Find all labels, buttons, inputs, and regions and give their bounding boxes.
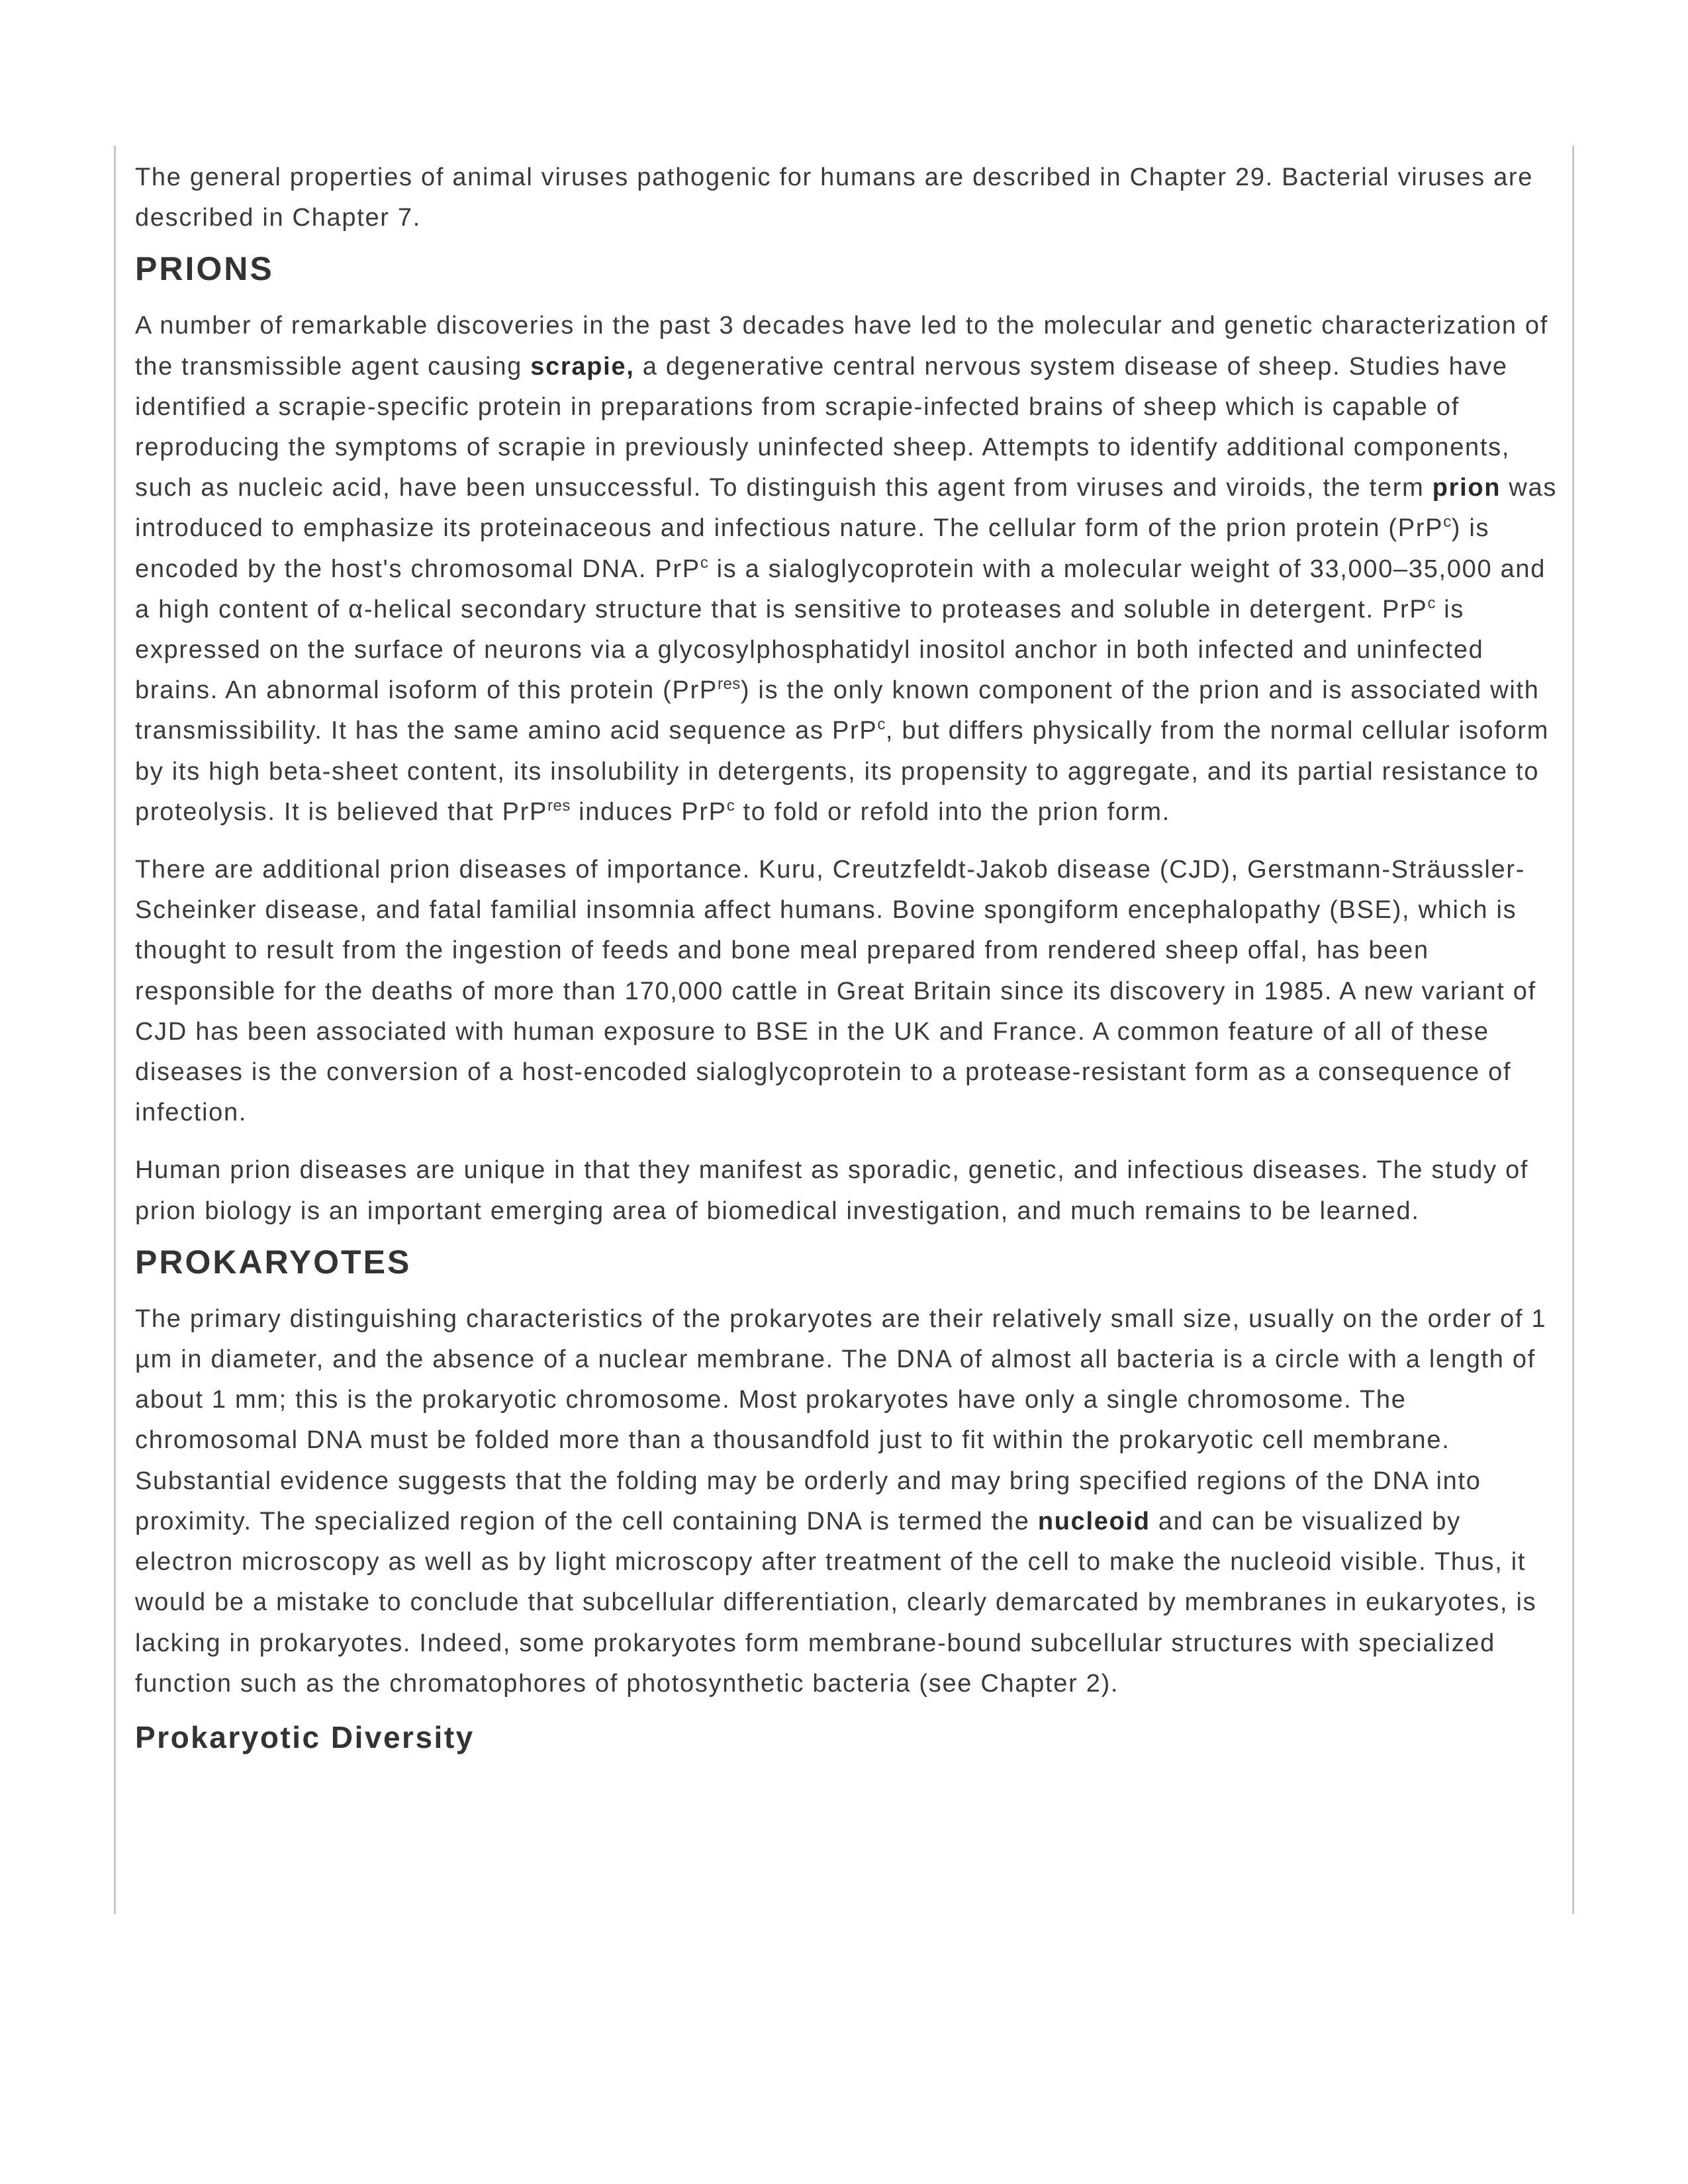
prokaryotes-paragraph-1	[135, 1299, 1558, 1704]
term-scrapie: scrapie,	[530, 352, 635, 381]
text-run: a degenerative central nervous system disease of sheep. Studies have identified a scrapie-specific protein in preparations from scrapie-infected brains of sheep which is capable of reproducing the symptoms of scrapie in previously uninfected sheep. Attempts to identify additional components, such as nucleic acid, have been unsuccessful. To distinguish this agent from viruses and viroids, the term	[135, 352, 1511, 502]
text-run: The primary distinguishing characteristics of the prokaryotes are their relatively small size, usually on the order of 1 µm in diameter, and the absence of a nuclear membrane. The DNA of almost all bacteria is a circle with a length of about 1 mm; this is the prokaryotic chromosome. Most prokaryotes have only a single chromosome. The chromosomal DNA must be folded more than a thousandfold just to fit within the prokaryotic cell membrane. Substantial evidence suggests that the folding may be orderly and may bring specified regions of the DNA into proximity. The specialized region of the cell containing DNA is termed the	[135, 1304, 1547, 1535]
prp-label: PrP	[831, 717, 878, 745]
prp-c-superscript: c	[726, 796, 735, 815]
text-run: to fold or refold into the prion form.	[735, 797, 1170, 826]
prions-paragraph-3: Human prion diseases are unique in that they manifest as sporadic, genetic, and infectious diseases. The study of prion biology is an important emerging area of biomedical investigation, and much remains to be learned.	[135, 1156, 1529, 1225]
text-run: ) is the only known component of the prion and is associated with transmissibility. It has the same amino acid sequence as	[135, 676, 1540, 745]
subsection-heading-prokaryotic-diversity: Prokaryotic Diversity	[135, 1719, 475, 1754]
text-run: was introduced to emphasize its proteinaceous and infectious nature. The cellular form of the prion protein (	[135, 474, 1558, 543]
prions-paragraph-1	[135, 306, 1558, 833]
prp-label: PrP	[1397, 514, 1444, 543]
text-run: induces	[570, 797, 682, 826]
prp-res-superscript: res	[717, 675, 741, 694]
prp-res-superscript: res	[547, 796, 571, 815]
section-heading-prions: PRIONS	[135, 250, 274, 288]
prp-c-superscript: c	[1443, 513, 1452, 531]
text-run: is expressed on the surface of neurons via a glycosylphosphatidyl inositol anchor in both infected and uninfected brains. An abnormal isoform of this protein (	[135, 595, 1484, 705]
prp-label: PrP	[1382, 595, 1428, 623]
section-heading-prokaryotes: PROKARYOTES	[135, 1243, 412, 1281]
prp-label: PrP	[502, 797, 548, 826]
prp-label: PrP	[655, 555, 700, 583]
prions-paragraph-2: There are additional prion diseases of importance. Kuru, Creutzfeldt-Jakob disease (CJD), Gerstmann-Sträussler-Scheinker disease, and fatal familial insomnia affect humans. Bovine spongiform encephalopathy (BSE), which is thought to result from the ingestion of feeds and bone meal prepared from rendered sheep offal, has been responsible for the deaths of more than 170,000 cattle in Great Britain since its discovery in 1985. A new variant of CJD has been associated with human exposure to BSE in the UK and France. A common feature of all of these diseases is the conversion of a host-encoded sialoglycoprotein to a protease-resistant form as a consequence of infection.	[135, 856, 1536, 1127]
page-content	[135, 158, 1558, 1761]
prp-c-superscript: c	[700, 553, 709, 572]
term-nucleoid: nucleoid	[1037, 1507, 1150, 1535]
intro-paragraph: The general properties of animal viruses pathogenic for humans are described in Chapter 29. Bacterial viruses are described in Chapter 7.	[135, 163, 1534, 232]
prp-c-superscript: c	[877, 715, 886, 734]
text-run: , but differs physically from the normal cellular isoform by its high beta-sheet content, its insolubility in detergents, its propensity to aggregate, and its partial resistance to proteolysis. It is believed that	[135, 717, 1550, 826]
term-prion: prion	[1432, 474, 1501, 502]
prp-c-superscript: c	[1427, 594, 1436, 612]
text-run: ) is encoded by the host's chromosomal DNA.	[135, 514, 1490, 583]
text-run: and can be visualized by electron microscopy as well as by light microscopy after treatment of the cell to make the nucleoid visible. Thus, it would be a mistake to conclude that subcellular differentiation, clearly demarcated by membranes in eukaryotes, is lacking in prokaryotes. Indeed, some prokaryotes form membrane-bound subcellular structures with specialized function such as the chromatophores of photosynthetic bacteria (see Chapter 2).	[135, 1507, 1537, 1698]
text-run: A number of remarkable discoveries in the past 3 decades have led to the molecular and genetic characterization of the transmissible agent causing	[135, 312, 1549, 381]
prp-label: PrP	[681, 797, 727, 826]
prp-label: PrP	[672, 676, 718, 705]
text-run: is a sialoglycoprotein with a molecular weight of 33,000–35,000 and a high content of α-helical secondary structure that is sensitive to proteases and soluble in detergent.	[135, 555, 1546, 623]
